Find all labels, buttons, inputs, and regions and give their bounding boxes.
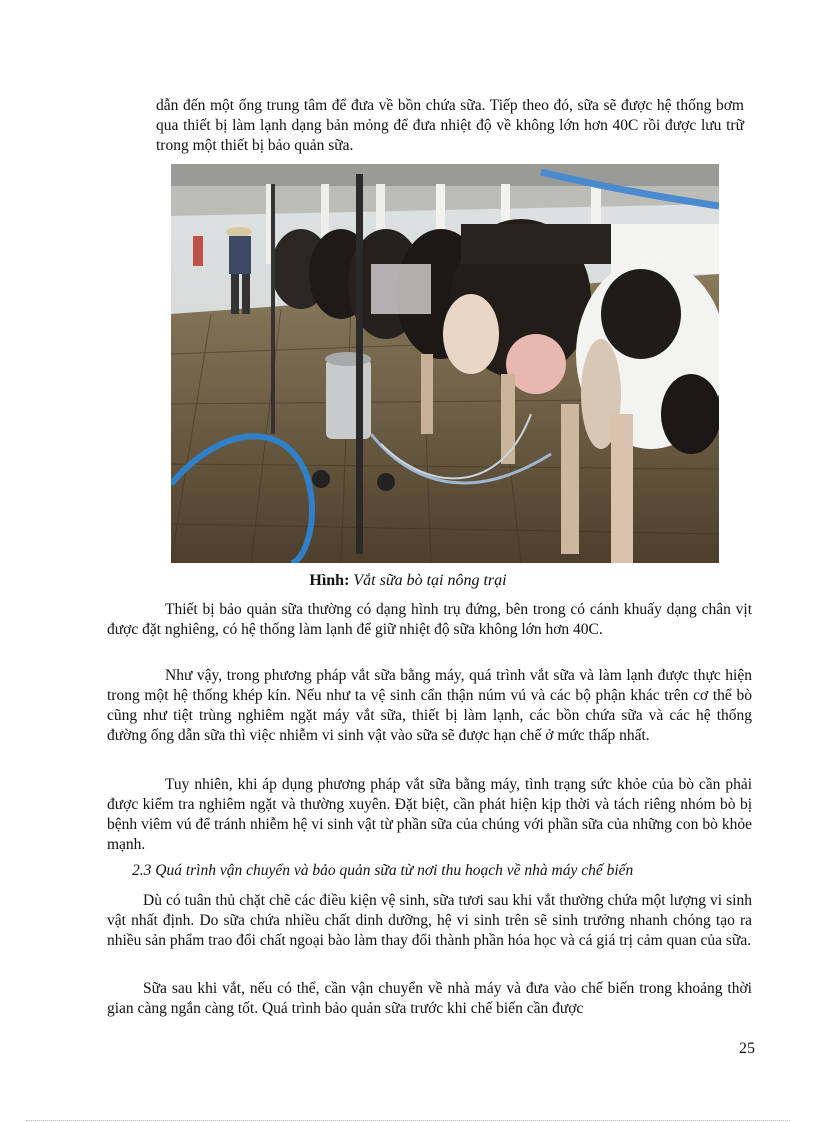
paragraph-closed-system-text: Như vậy, trong phương pháp vắt sữa bằng máy, quá trình vắt sữa và làm lạnh được thực hiện trong một hệ thống khép kín. Nếu như ta vệ sinh cẩn thận núm vú và các bộ phận khác trên cơ thể bò cũng như tiệt trùng nghiêm ngặt máy vắt sữa, thiết bị làm lạnh, các bồn chứa sữa và các hệ thống đường ống dẫn sữa thì việc nhiễm vi sinh vật vào sữa sẽ được hạn chế ở mức thấp nhất.	[107, 667, 752, 744]
paragraph-transport	[107, 979, 752, 1019]
page-bottom-divider	[26, 1120, 790, 1121]
paragraph-transport-text: Sữa sau khi vắt, nếu có thể, cần vận chuyển về nhà máy và đưa vào chế biến trong khoảng thời gian càng ngắn càng tốt. Quá trình bảo quản sữa trước khi chế biến cần được	[107, 980, 752, 1017]
caption-label: Hình:	[309, 572, 350, 589]
milking-parlor-image	[171, 164, 719, 563]
paragraph-health-check	[107, 775, 752, 855]
paragraph-storage-device	[107, 600, 752, 640]
paragraph-closed-system	[107, 666, 752, 746]
paragraph-microbes	[107, 891, 752, 951]
figure-caption	[0, 572, 816, 590]
page-number: 25	[739, 1040, 755, 1057]
paragraph-storage-device-text: Thiết bị bảo quản sữa thường có dạng hình trụ đứng, bên trong có cánh khuấy dạng chân vịt được đặt nghiêng, có hệ thống làm lạnh để giữ nhiệt độ sữa không lớn hơn 40C.	[107, 601, 752, 638]
paragraph-microbes-text: Dù có tuân thủ chặt chẽ các điều kiện vệ sinh, sữa tươi sau khi vắt thường chứa một lượng vi sinh vật nhất định. Do sữa chứa nhiều chất dinh dưỡng, hệ vi sinh trên sẽ sinh trưởng nhanh chóng tạo ra nhiều sản phẩm trao đổi chất ngoại bào làm thay đổi thành phần hóa học và cá giá trị cảm quan của sữa.	[107, 892, 752, 949]
paragraph-health-check-text: Tuy nhiên, khi áp dụng phương pháp vắt sữa bằng máy, tình trạng sức khỏe của bò cần phải được kiểm tra nghiêm ngặt và thường xuyên. Đặt biệt, cần phát hiện kịp thời và tách riêng nhóm bò bị bệnh viêm vú để tránh nhiễm hệ vi sinh vật từ phần sữa của chúng với phần sữa của những con bò khỏe mạnh.	[107, 776, 752, 853]
paragraph-intro: dẫn đến một ống trung tâm để đưa về bồn chứa sữa. Tiếp theo đó, sữa sẽ được hệ thống bơm qua thiết bị làm lạnh dạng bản mỏng để đưa nhiệt độ về không lớn hơn 40C rồi được lưu trữ trong một thiết bị bảo quản sữa.	[156, 97, 744, 154]
section-heading: 2.3 Quá trình vận chuyển và bảo quản sữa từ nơi thu hoạch về nhà máy chế biến	[132, 862, 634, 879]
milking-photo	[171, 164, 719, 563]
caption-text: Vắt sữa bò tại nông trại	[353, 572, 507, 589]
